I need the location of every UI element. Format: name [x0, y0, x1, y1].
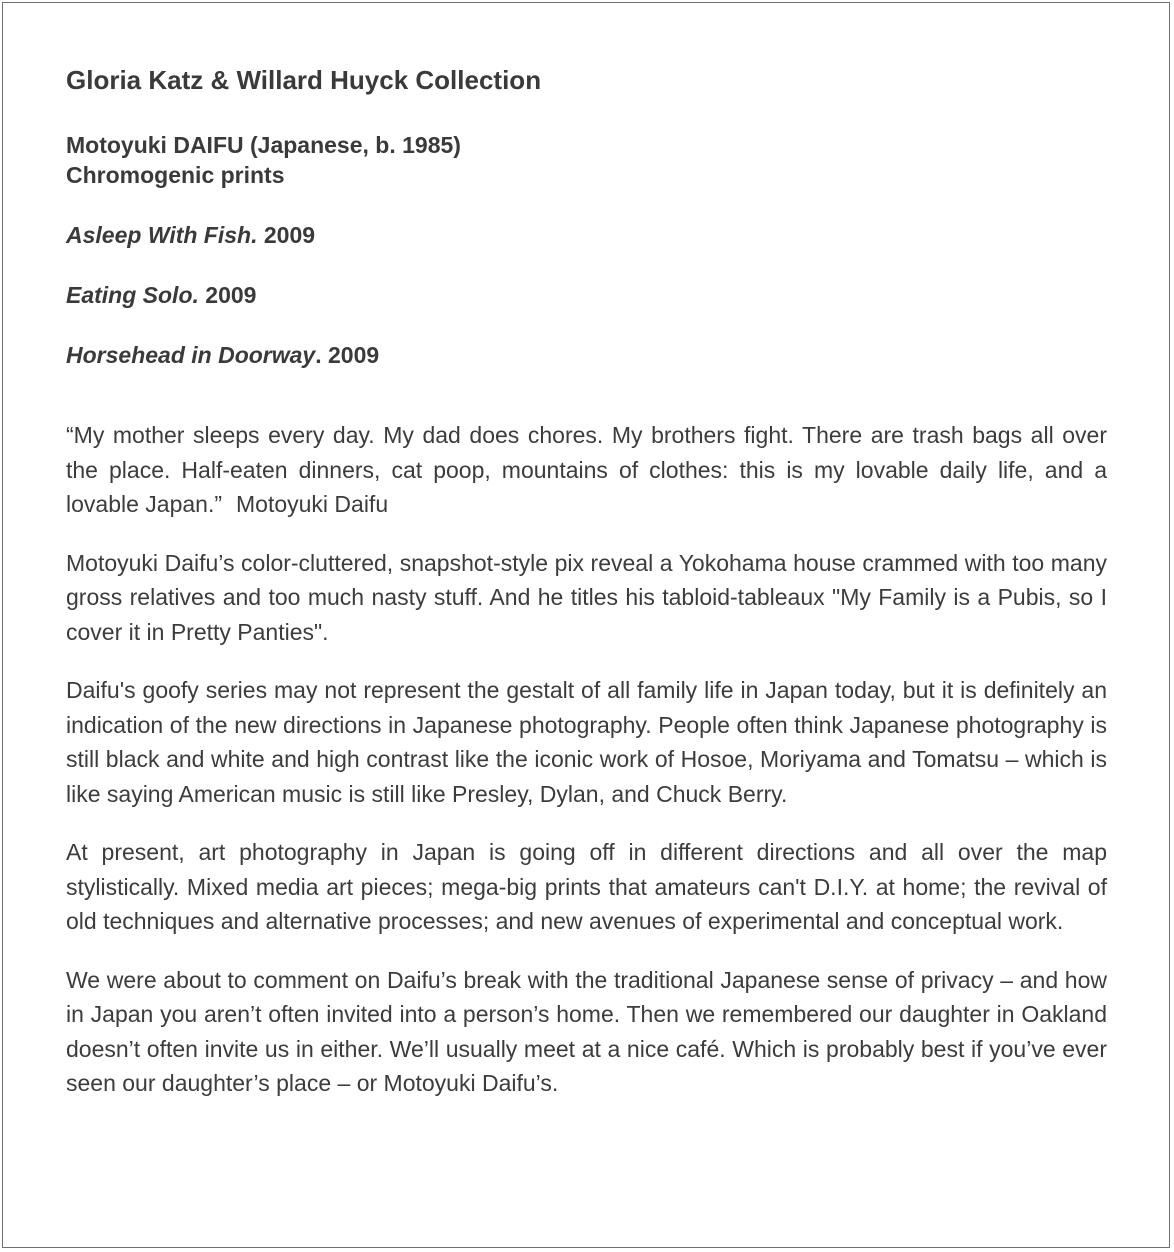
work-year: 2009 [198, 282, 257, 308]
document-content [66, 62, 1107, 1125]
artist-medium: Chromogenic prints [66, 162, 285, 188]
works-list [66, 220, 1107, 370]
essay-body [66, 418, 1107, 1101]
work-item [66, 340, 1107, 370]
work-item [66, 220, 1107, 250]
work-year: 2009 [257, 222, 316, 248]
quote-text: “My mother sleeps every day. My dad does chores. My brothers fight. There are trash bags all over the place. Half-eaten dinners, cat poop, mountains of clothes: this is my lovable daily life, and a lovable Japan.” [66, 422, 1107, 517]
work-title: Horsehead in Doorway [66, 342, 316, 368]
artist-info [66, 130, 1107, 190]
work-title: Eating Solo. [66, 282, 199, 308]
collection-title: Gloria Katz & Willard Huyck Collection [66, 65, 542, 95]
essay-paragraph: Motoyuki Daifu’s color-cluttered, snapshot-style pix reveal a Yokohama house crammed with too many gross relatives and too much nasty stuff. And he titles his tabloid-tableaux "My Family is a Pubis, so I cover it in Pretty Panties". [66, 549, 1107, 645]
work-year: . 2009 [315, 342, 380, 368]
work-item [66, 280, 1107, 310]
quote-attribution: Motoyuki Daifu [236, 491, 389, 517]
essay-paragraph: At present, art photography in Japan is going off in different directions and all over the map stylistically. Mixed media art pieces; mega-big prints that amateurs can't D.I.Y. at home; the revival of old techniques and alternative processes; and new avenues of experimental and conceptual work. [66, 839, 1107, 934]
artist-quote [66, 418, 1107, 522]
essay-paragraph: Daifu's goofy series may not represent the gestalt of all family life in Japan today, but it is definitely an indication of the new directions in Japanese photography. People often think Japanese photography is still black and white and high contrast like the iconic work of Hosoe, Moriyama and Tomatsu – which is like saying American music is still like Presley, Dylan, and Chuck Berry. [66, 677, 1107, 807]
essay-paragraph: We were about to comment on Daifu’s break with the traditional Japanese sense of privacy – and how in Japan you aren’t often invited into a person’s home. Then we remembered our daughter in Oakland doesn’t often invite us in either. We’ll usually meet at a nice café. Which is probably best if you’ve ever seen our daughter’s place – or Motoyuki Daifu’s. [66, 966, 1107, 1096]
artist-name: Motoyuki DAIFU (Japanese, b. 1985) [66, 132, 461, 158]
work-title: Asleep With Fish. [66, 222, 258, 248]
